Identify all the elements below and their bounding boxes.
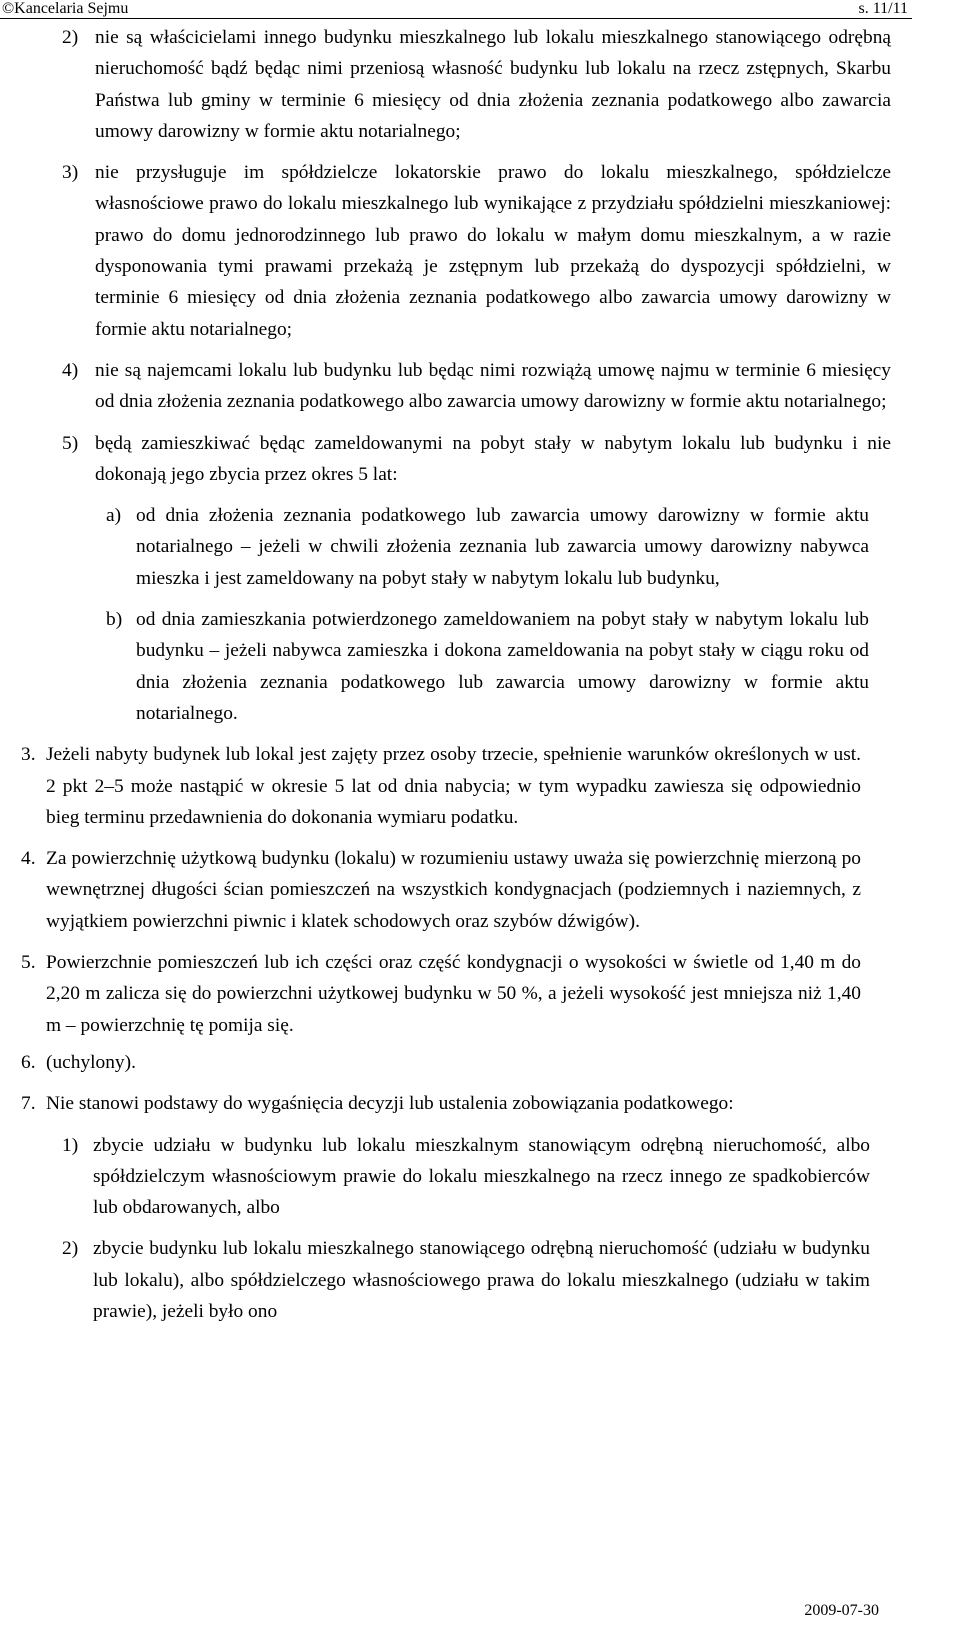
list-item-point-5 <box>62 428 891 491</box>
paragraph-number: 3. <box>21 744 36 766</box>
list-item-letter-b <box>106 604 869 729</box>
paragraph-3 <box>21 739 861 833</box>
item-text: od dnia złożenia zeznania podatkowego lub zawarcia umowy darowizny w formie aktu notarialnego – jeżeli w chwili złożenia zeznania lub zawarcia umowy darowizny nabywca mieszka i jest zameldowany na pobyt stały w nabytym lokalu lub budynku, <box>136 505 869 589</box>
item-label: a) <box>106 505 122 527</box>
list-item-point-1 <box>62 1130 870 1224</box>
item-text: nie są najemcami lokalu lub budynku lub będąc nimi rozwiążą umowę najmu w terminie 6 miesięcy od dnia złożenia zeznania podatkowego albo zawarcia umowy darowizny w formie aktu notarialnego; <box>95 359 891 413</box>
paragraph-number: 6. <box>21 1051 36 1073</box>
page-header <box>0 0 960 17</box>
item-text: nie przysługuje im spółdzielcze lokatorskie prawo do lokalu mieszkalnego, spółdzielcze własnościowe prawo do lokalu mieszkalnego lub wynikające z przydziału spółdzielni mieszkaniowej: prawo do domu jednorodzinnego lub prawo do lokalu w małym domu mieszkalnym, a w razie dysponowania tymi prawami przekażą je zstępnym lub przekażą do dyspozycji spółdzielni, w terminie 6 miesięcy od dnia złożenia zeznania podatkowego albo zawarcia umowy darowizny w formie aktu notarialnego; <box>95 162 891 340</box>
item-text: zbycie budynku lub lokalu mieszkalnego stanowiącego odrębną nieruchomość (udziału w budynku lub lokalu), albo spółdzielczego własnościowego prawa do lokalu mieszkalnego (udziału w takim prawie), jeżeli było ono <box>93 1238 870 1322</box>
item-label: 5) <box>62 432 79 454</box>
item-label: 4) <box>62 359 79 381</box>
item-label: 1) <box>62 1134 79 1156</box>
item-label: 3) <box>62 162 79 184</box>
paragraph-4 <box>21 843 861 937</box>
list-item-point-2-cont <box>62 1233 870 1327</box>
header-page-number: s. 11/11 <box>858 0 908 17</box>
header-rule <box>0 18 912 19</box>
paragraph-6 <box>21 1047 861 1078</box>
document-body <box>0 22 960 1327</box>
paragraph-5 <box>21 947 861 1041</box>
item-label: 2) <box>62 1238 79 1260</box>
item-label: b) <box>106 609 123 631</box>
item-text: od dnia zamieszkania potwierdzonego zameldowaniem na pobyt stały w nabytym lokalu lub budynku – jeżeli nabywca zamieszka i dokona zameldowania na pobyt stały w ciągu roku od dnia złożenia zeznania podatkowego lub zawarcia umowy darowizny w formie aktu notarialnego. <box>136 609 869 724</box>
item-label: 2) <box>62 27 79 48</box>
paragraph-text: Powierzchnie pomieszczeń lub ich części oraz część kondygnacji o wysokości w świetle od 1,40 m do 2,20 m zalicza się do powierzchni użytkowej budynku w 50 %, a jeżeli wysokość jest mniejsza niż 1,40 m – powierzchnię tę pomija się. <box>46 952 861 1036</box>
footer-date: 2009-07-30 <box>804 1602 879 1619</box>
list-item-letter-a <box>106 500 869 594</box>
header-source: ©Kancelaria Sejmu <box>2 0 129 17</box>
item-text: zbycie udziału w budynku lub lokalu mieszkalnym stanowiącym odrębną nieruchomość, albo spółdzielczym własnościowym prawie do lokalu mieszkalnego na rzecz innego ze spadkobierców lub obdarowanych, albo <box>93 1134 870 1219</box>
paragraph-text: (uchylony). <box>46 1051 136 1073</box>
list-item-point-2 <box>62 22 891 147</box>
paragraph-text: Za powierzchnię użytkową budynku (lokalu) w rozumieniu ustawy uważa się powierzchnię mierzoną po wewnętrznej długości ścian pomieszczeń na wszystkich kondygnacjach (podziemnych i naziemnych, z wyjątkiem powierzchni piwnic i klatek schodowych oraz szybów dźwigów). <box>46 848 861 932</box>
item-text: nie są właścicielami innego budynku mieszkalnego lub lokalu mieszkalnego stanowiącego odrębną nieruchomość bądź będąc nimi przeniosą własność budynku lub lokalu na rzecz zstępnych, Skarbu Państwa lub gminy w terminie 6 miesięcy od dnia złożenia zeznania podatkowego albo zawarcia umowy darowizny w formie aktu notarialnego; <box>95 27 891 142</box>
paragraph-text: Jeżeli nabyty budynek lub lokal jest zajęty przez osoby trzecie, spełnienie warunków określonych w ust. 2 pkt 2–5 może nastąpić w okresie 5 lat od dnia nabycia; w tym wypadku zawiesza się odpowiednio bieg terminu przedawnienia do dokonania wymiaru podatku. <box>46 744 861 828</box>
paragraph-number: 7. <box>21 1093 36 1115</box>
item-text: będą zamieszkiwać będąc zameldowanymi na pobyt stały w nabytym lokalu lub budynku i nie dokonają jego zbycia przez okres 5 lat: <box>95 432 891 485</box>
list-item-point-3 <box>62 157 891 345</box>
list-item-point-4 <box>62 355 891 418</box>
paragraph-text: Nie stanowi podstawy do wygaśnięcia decyzji lub ustalenia zobowiązania podatkowego: <box>46 1093 734 1115</box>
paragraph-number: 5. <box>21 952 36 974</box>
paragraph-number: 4. <box>21 848 36 870</box>
paragraph-7 <box>21 1088 861 1119</box>
